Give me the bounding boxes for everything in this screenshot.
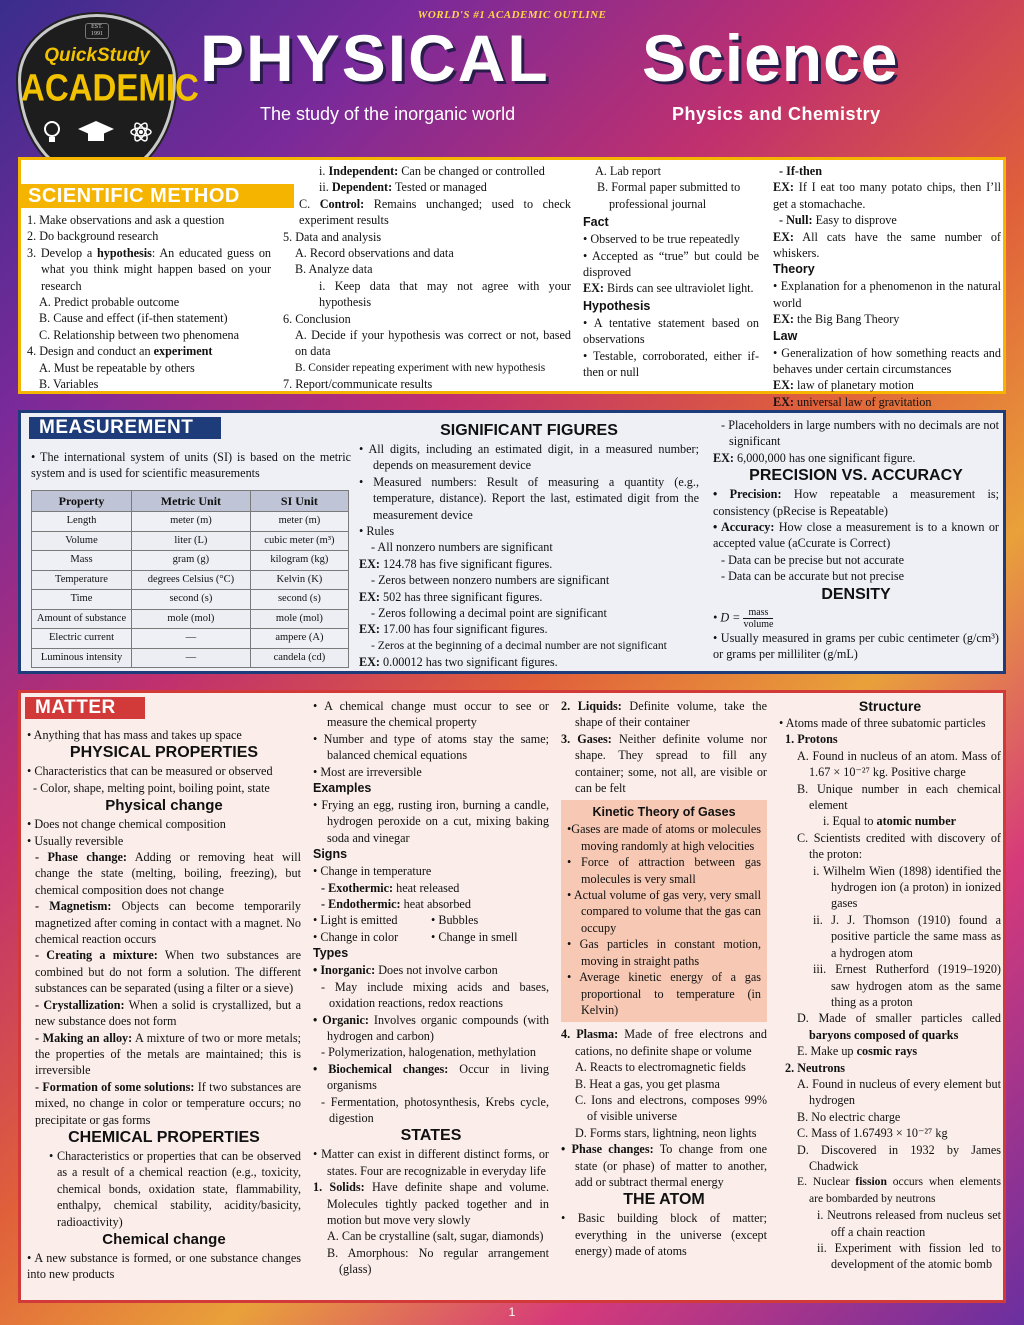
hypothesis-heading: Hypothesis [583, 298, 651, 313]
null-example: EX: All cats have the same number of whiskers. [773, 229, 1001, 261]
pc-item: - Making an alloy: A mixture of two or more metals; the properties of the metals are maintained; this is irreversible [35, 1030, 301, 1078]
header [0, 0, 1024, 160]
kt-2: • Force of attraction between gas molecules is very small [567, 855, 761, 886]
pp-1: • Characteristics that can be measured or observed [27, 764, 273, 779]
organic: • Organic: Involves organic compounds (with hydrogen and carbon) [313, 1012, 549, 1043]
solids: 1. Solids: Have definite shape and volume. Molecules tightly packed together and in motion but move very slowly [313, 1180, 549, 1227]
exothermic: - Exothermic: heat released [321, 880, 460, 895]
sci-col-2 [283, 163, 571, 393]
null: - Null: Easy to disprove [779, 213, 897, 228]
fact-heading: Fact [583, 215, 609, 230]
pva-1: - Data can be precise but not accurate [721, 552, 905, 567]
table-row: Volume liter (L) cubic meter (m³) [32, 531, 349, 551]
solids-b: B. Amorphous: No regular arrangement (glass) [327, 1245, 549, 1277]
rule-4-example: EX: 0.00012 has two significant figures. [359, 655, 558, 670]
proton-e: E. Make up cosmic rays [797, 1044, 918, 1059]
proton-a: A. Found in nucleus of an atom. Mass of 1.67 × 10⁻²⁷ kg. Positive charge [797, 748, 1001, 780]
pp-2: - Color, shape, melting point, boiling point, state [33, 780, 270, 795]
step-3: 3. Develop a hypothesis: An educated guess on what you think might happen based on your research [27, 245, 272, 293]
structure-1: • Atoms made of three subatomic particles [779, 716, 986, 730]
fact-example: EX: Birds can see ultraviolet light. [583, 281, 754, 296]
step-6b: B. Consider repeating experiment with new hypothesis [295, 361, 546, 374]
pc-1: • Does not change chemical composition [27, 817, 226, 832]
step-6a: A. Decide if your hypothesis was correct or not, based on data [295, 328, 571, 359]
plasma-d: D. Forms stars, lightning, neon lights [575, 1125, 757, 1140]
cc-2: • A chemical change must occur to see or measure the chemical property [313, 699, 549, 730]
table-row: Temperature degrees Celsius (°C) Kelvin (K) [32, 570, 349, 590]
atom-1: • Basic building block of matter; everything in the universe (except energy) made of atoms [561, 1211, 767, 1259]
types-heading: Types [313, 946, 349, 961]
pc-2: • Usually reversible [27, 833, 124, 848]
pc-item: - Magnetism: Objects can become temporarily magnetized after coming in contact with a magnet. No chemical reaction occurs [35, 899, 301, 947]
signs-grid: • Light is emitted • Bubbles • Change in color • Change in smell [313, 913, 518, 944]
graduation-cap-icon [76, 119, 116, 145]
atom-icon [129, 119, 153, 145]
sig-fig-heading: SIGNIFICANT FIGURES [440, 422, 618, 439]
plasma: 4. Plasma: Made of free electrons and cations, no definite shape or volume [561, 1027, 767, 1058]
table-row: Amount of substance mole (mol) mole (mol) [32, 609, 349, 629]
density-formula: • D = $\frac{\text{mass}}{\text{volume}}$ [713, 606, 774, 630]
examples-heading: Examples [313, 781, 372, 796]
col-property: Property [32, 490, 132, 511]
theory-example: EX: the Big Bang Theory [773, 312, 900, 327]
kinetic-theory-heading: Kinetic Theory of Gases [592, 805, 736, 820]
atom-heading: THE ATOM [623, 1191, 705, 1209]
page-number: 1 [508, 1305, 516, 1319]
neutron-c: C. Mass of 1.67493 × 10⁻²⁷ kg [797, 1126, 948, 1141]
sig-3: • Rules [359, 524, 395, 539]
precision: • Precision: How repeatable a measurement is; consistency (pRecise is Repeatable) [713, 487, 999, 518]
title-science: Science [642, 21, 899, 95]
kt-5: • Average kinetic energy of a gas proportional to temperature (in Kelvin) [567, 970, 761, 1017]
var-dependent: ii. Dependent: Tested or managed [319, 180, 487, 195]
rule-2: - Zeros between nonzero numbers are significant [371, 573, 610, 588]
pc-item: - Formation of some solutions: If two substances are mixed, no change in color or temperature occurs; no precipitate or gas forms [35, 1079, 301, 1127]
kinetic-theory-box [561, 800, 767, 1022]
plasma-b: B. Heat a gas, you get plasma [575, 1076, 720, 1091]
sci-col-1 [27, 212, 271, 392]
step-4: 4. Design and conduct an experiment [27, 344, 213, 359]
chemical-change-heading: Chemical change [102, 1230, 226, 1248]
biochemical-2: - Fermentation, photosynthesis, Krebs cycle, digestion [321, 1094, 549, 1125]
meas-col-3 [713, 417, 999, 662]
title-physical: PHYSICAL [200, 21, 550, 95]
signs-heading: Signs [313, 847, 348, 862]
neutron-e-ii: ii. Experiment with fission led to development of the atomic bomb [817, 1241, 1001, 1272]
proton-c-iii: iii. Ernest Rutherford (1919–1920) saw hydrogen atom as the same thing as a proton [813, 962, 1001, 1009]
meas-col-1 [31, 449, 351, 668]
biochemical: • Biochemical changes: Occur in living organisms [313, 1061, 549, 1093]
sig-1: • All digits, including an estimated digit, in a measured number; depends on measurement device [359, 442, 699, 473]
signs-1: • Change in temperature [313, 864, 432, 879]
table-row: Mass gram (g) kilogram (kg) [32, 551, 349, 571]
theory-heading: Theory [773, 262, 815, 277]
report-a: A. Lab report [595, 164, 661, 178]
proton-c-ii: ii. J. J. Thomson (1910) found a positive particle the same mass as a hydrogen atom [813, 912, 1001, 960]
kicker: WORLD'S #1 ACADEMIC OUTLINE [417, 9, 607, 21]
sci-col-4 [773, 163, 1001, 410]
fact-1: • Observed to be true repeatedly [583, 232, 740, 247]
pva-2: - Data can be accurate but not precise [721, 569, 905, 584]
if-then: - If-then [779, 164, 822, 178]
var-independent: i. Independent: Can be changed or controlled [319, 164, 545, 178]
pc-item: - Crystallization: When a solid is crystallized, but a new substance does not form [35, 997, 301, 1029]
plasma-a: A. Reacts to electromagnetic fields [575, 1060, 746, 1075]
sci-col-3 [583, 163, 759, 380]
kt-4: • Gas particles in constant motion, moving in straight paths [567, 937, 761, 968]
subtitle-right: Physics and Chemistry [672, 104, 881, 124]
neutron-d: D. Discovered in 1932 by James Chadwick [797, 1142, 1001, 1173]
step-1: 1. Make observations and ask a question [27, 213, 225, 227]
matter-col-1 [27, 727, 301, 1283]
precision-accuracy-heading: PRECISION VS. ACCURACY [749, 467, 963, 485]
logo-brand: QuickStudy [44, 45, 150, 66]
endothermic: - Endothermic: heat absorbed [321, 897, 471, 912]
law-heading: Law [773, 328, 798, 343]
meas-col-2 [359, 421, 699, 671]
chemical-properties-heading: CHEMICAL PROPERTIES [68, 1128, 260, 1146]
table-row: Electric current — ampere (A) [32, 629, 349, 649]
logo-icons [21, 119, 173, 151]
step-3c: C. Relationship between two phenomena [39, 327, 240, 342]
physical-properties-heading: PHYSICAL PROPERTIES [69, 744, 259, 762]
step-4a: A. Must be repeatable by others [39, 360, 195, 375]
rule-1-example: EX: 124.78 has five significant figures. [359, 556, 553, 571]
if-then-example: EX: If I eat too many potato chips, then I’ll get a stomachache. [773, 180, 1001, 211]
protons-heading: 1. Protons [785, 732, 838, 747]
col-si: SI Unit [250, 490, 348, 511]
step-7: 7. Report/communicate results [283, 377, 433, 392]
liquids: 2. Liquids: Definite volume, take the shape of their container [561, 699, 767, 730]
matter-col-3 [561, 698, 767, 1260]
kt-3: • Actual volume of gas very, very small compared to volume that the gas can occupy [567, 888, 761, 935]
step-3a: A. Predict probable outcome [39, 295, 180, 310]
cc-3: • Number and type of atoms stay the same; balanced chemical equations [313, 731, 549, 763]
subtitle-left: The study of the inorganic world [260, 104, 516, 124]
inorganic: • Inorganic: Does not involve carbon [313, 963, 498, 978]
neutron-a: A. Found in nucleus of every element but hydrogen [797, 1076, 1001, 1108]
structure-heading: Structure [858, 698, 922, 714]
kt-1: •Gases are made of atoms or molecules moving randomly at high velocities [567, 822, 761, 853]
neutrons-heading: 2. Neutrons [785, 1060, 846, 1075]
gases: 3. Gases: Neither definite volume nor shape. They spread to fill any container; some, not all, are visible or can be felt [561, 731, 767, 796]
units-table [31, 490, 349, 668]
si-intro: • The international system of units (SI) is based on the metric system and is used for scientific measurements [31, 450, 351, 481]
neutron-e: E. Nuclear fission occurs when elements are bombarded by neutrons [797, 1175, 1001, 1205]
law-example-2: EX: universal law of gravitation [773, 394, 932, 409]
fact-2: • Accepted as “true” but could be disproved [583, 248, 759, 280]
step-5: 5. Data and analysis [283, 229, 382, 244]
theory-text: • Explanation for a phenomenon in the natural world [773, 279, 1001, 310]
proton-c-i: i. Wilhelm Wien (1898) identified the hydrogen ion (a proton) in ionized gases [813, 863, 1001, 911]
scientific-method-panel [18, 157, 1006, 409]
inorganic-2: - May include mixing acids and bases, oxidation reactions, redox reactions [321, 979, 549, 1011]
logo-est: EST. 1991 [85, 23, 109, 39]
quickstudy-logo [18, 14, 199, 178]
organic-2: - Polymerization, halogenation, methylation [321, 1045, 536, 1060]
cc-1: • A new substance is formed, or one substance changes into new products [27, 1250, 301, 1282]
measurement-panel [18, 410, 1006, 674]
accuracy: • Accuracy: How close a measurement is to a known or accepted value (aCcurate is Correct) [713, 520, 999, 551]
section-title-matter: MATTER [25, 697, 145, 719]
solids-a: A. Can be crystalline (salt, sugar, diamonds) [327, 1229, 544, 1244]
logo-academic: ACADEMIC [21, 66, 199, 109]
matter-col-4 [779, 698, 1001, 1273]
bulb-icon [41, 119, 63, 145]
section-title-measurement: MEASUREMENT [29, 417, 221, 439]
physical-change-heading: Physical change [105, 797, 223, 815]
matter-col-2 [313, 698, 549, 1278]
law-text: • Generalization of how something reacts and behaves under certain circumstances [773, 345, 1001, 377]
states-1: • Matter can exist in different distinct forms, or states. Four are recognizable in everyday life [313, 1147, 549, 1178]
hyp-2: • Testable, corroborated, either if-then or null [583, 348, 759, 380]
matter-panel [18, 690, 1006, 1303]
proton-b-i: i. Equal to atomic number [823, 814, 957, 829]
step-2: 2. Do background research [27, 229, 159, 244]
placeholders-example: EX: 6,000,000 has one significant figure. [713, 450, 916, 465]
rule-4: - Zeros at the beginning of a decimal number are not significant [371, 638, 667, 652]
neutron-b: B. No electric charge [797, 1109, 901, 1124]
report-b: B. Formal paper submitted to professional journal [597, 180, 741, 211]
cc-4: • Most are irreversible [313, 764, 422, 779]
matter-intro: • Anything that has mass and takes up space [27, 728, 242, 742]
step-5a: A. Record observations and data [295, 246, 454, 261]
rule-3: - Zeros following a decimal point are significant [371, 606, 607, 621]
neutron-e-i: i. Neutrons released from nucleus set off a chain reaction [817, 1208, 1001, 1239]
table-row: Time second (s) second (s) [32, 590, 349, 610]
phase-changes: • Phase changes: To change from one state (or phase) of matter to another, add or subtract thermal energy [561, 1142, 768, 1189]
pc-item: - Phase change: Adding or removing heat will change the state (melting, boiling, freezing), but chemical composition does not change [35, 850, 301, 897]
rule-2-example: EX: 502 has three significant figures. [359, 589, 543, 604]
step-3b: B. Cause and effect (if-then statement) [39, 311, 228, 326]
col-metric: Metric Unit [132, 490, 251, 511]
examples-text: • Frying an egg, rusting iron, burning a candle, hydrogen peroxide on a cut, mixing baking soda and vinegar [313, 798, 549, 845]
cp-1: • Characteristics or properties that can be observed as a result of a chemical reaction (e.g., toxicity, chemical bonds, oxidation state, flammability, enthalpy, chemical stability, acidity/basicity, radioactivity) [49, 1148, 301, 1229]
step-6: 6. Conclusion [283, 311, 351, 326]
pc-item: - Creating a mixture: When two substances are combined but do not form a solution. The different substances can be separated (using a filter or a sieve) [35, 948, 301, 996]
density-fraction: $\frac{\text{mass}}{\text{volume}}$ [743, 606, 774, 630]
step-5b: B. Analyze data [295, 262, 373, 277]
table-row: Luminous intensity — candela (cd) [32, 648, 349, 668]
density-heading: DENSITY [821, 585, 891, 603]
rule-3-example: EX: 17.00 has four significant figures. [359, 622, 548, 637]
units-header-row [32, 490, 349, 511]
states-heading: STATES [400, 1127, 462, 1145]
section-title-scientific-method: SCIENTIFIC METHOD [18, 184, 294, 208]
plasma-c: C. Ions and electrons, composes 99% of visible universe [575, 1092, 767, 1124]
step-4b: B. Variables [39, 377, 99, 392]
table-row: Length meter (m) meter (m) [32, 512, 349, 532]
rule-1: - All nonzero numbers are significant [371, 540, 553, 555]
sig-2: • Measured numbers: Result of measuring a quantity (e.g., temperature, distance). Report the last, estimated digit from the measurement device [359, 474, 699, 522]
proton-c: C. Scientists credited with discovery of the proton: [797, 830, 1001, 862]
law-example-1: EX: law of planetary motion [773, 378, 914, 393]
var-control: C. Control: Remains unchanged; used to check experiment results [299, 196, 571, 228]
density-units: • Usually measured in grams per cubic centimeter (g/cm³) or grams per milliliter (g/mL) [713, 630, 999, 662]
placeholders: - Placeholders in large numbers with no decimals are not significant [721, 418, 999, 449]
proton-d: D. Made of smaller particles called baryons composed of quarks [797, 1011, 1001, 1042]
proton-b: B. Unique number in each chemical element [797, 781, 1001, 813]
step-5b-i: i. Keep data that may not agree with your hypothesis [319, 278, 571, 310]
hyp-1: • A tentative statement based on observations [583, 315, 759, 347]
